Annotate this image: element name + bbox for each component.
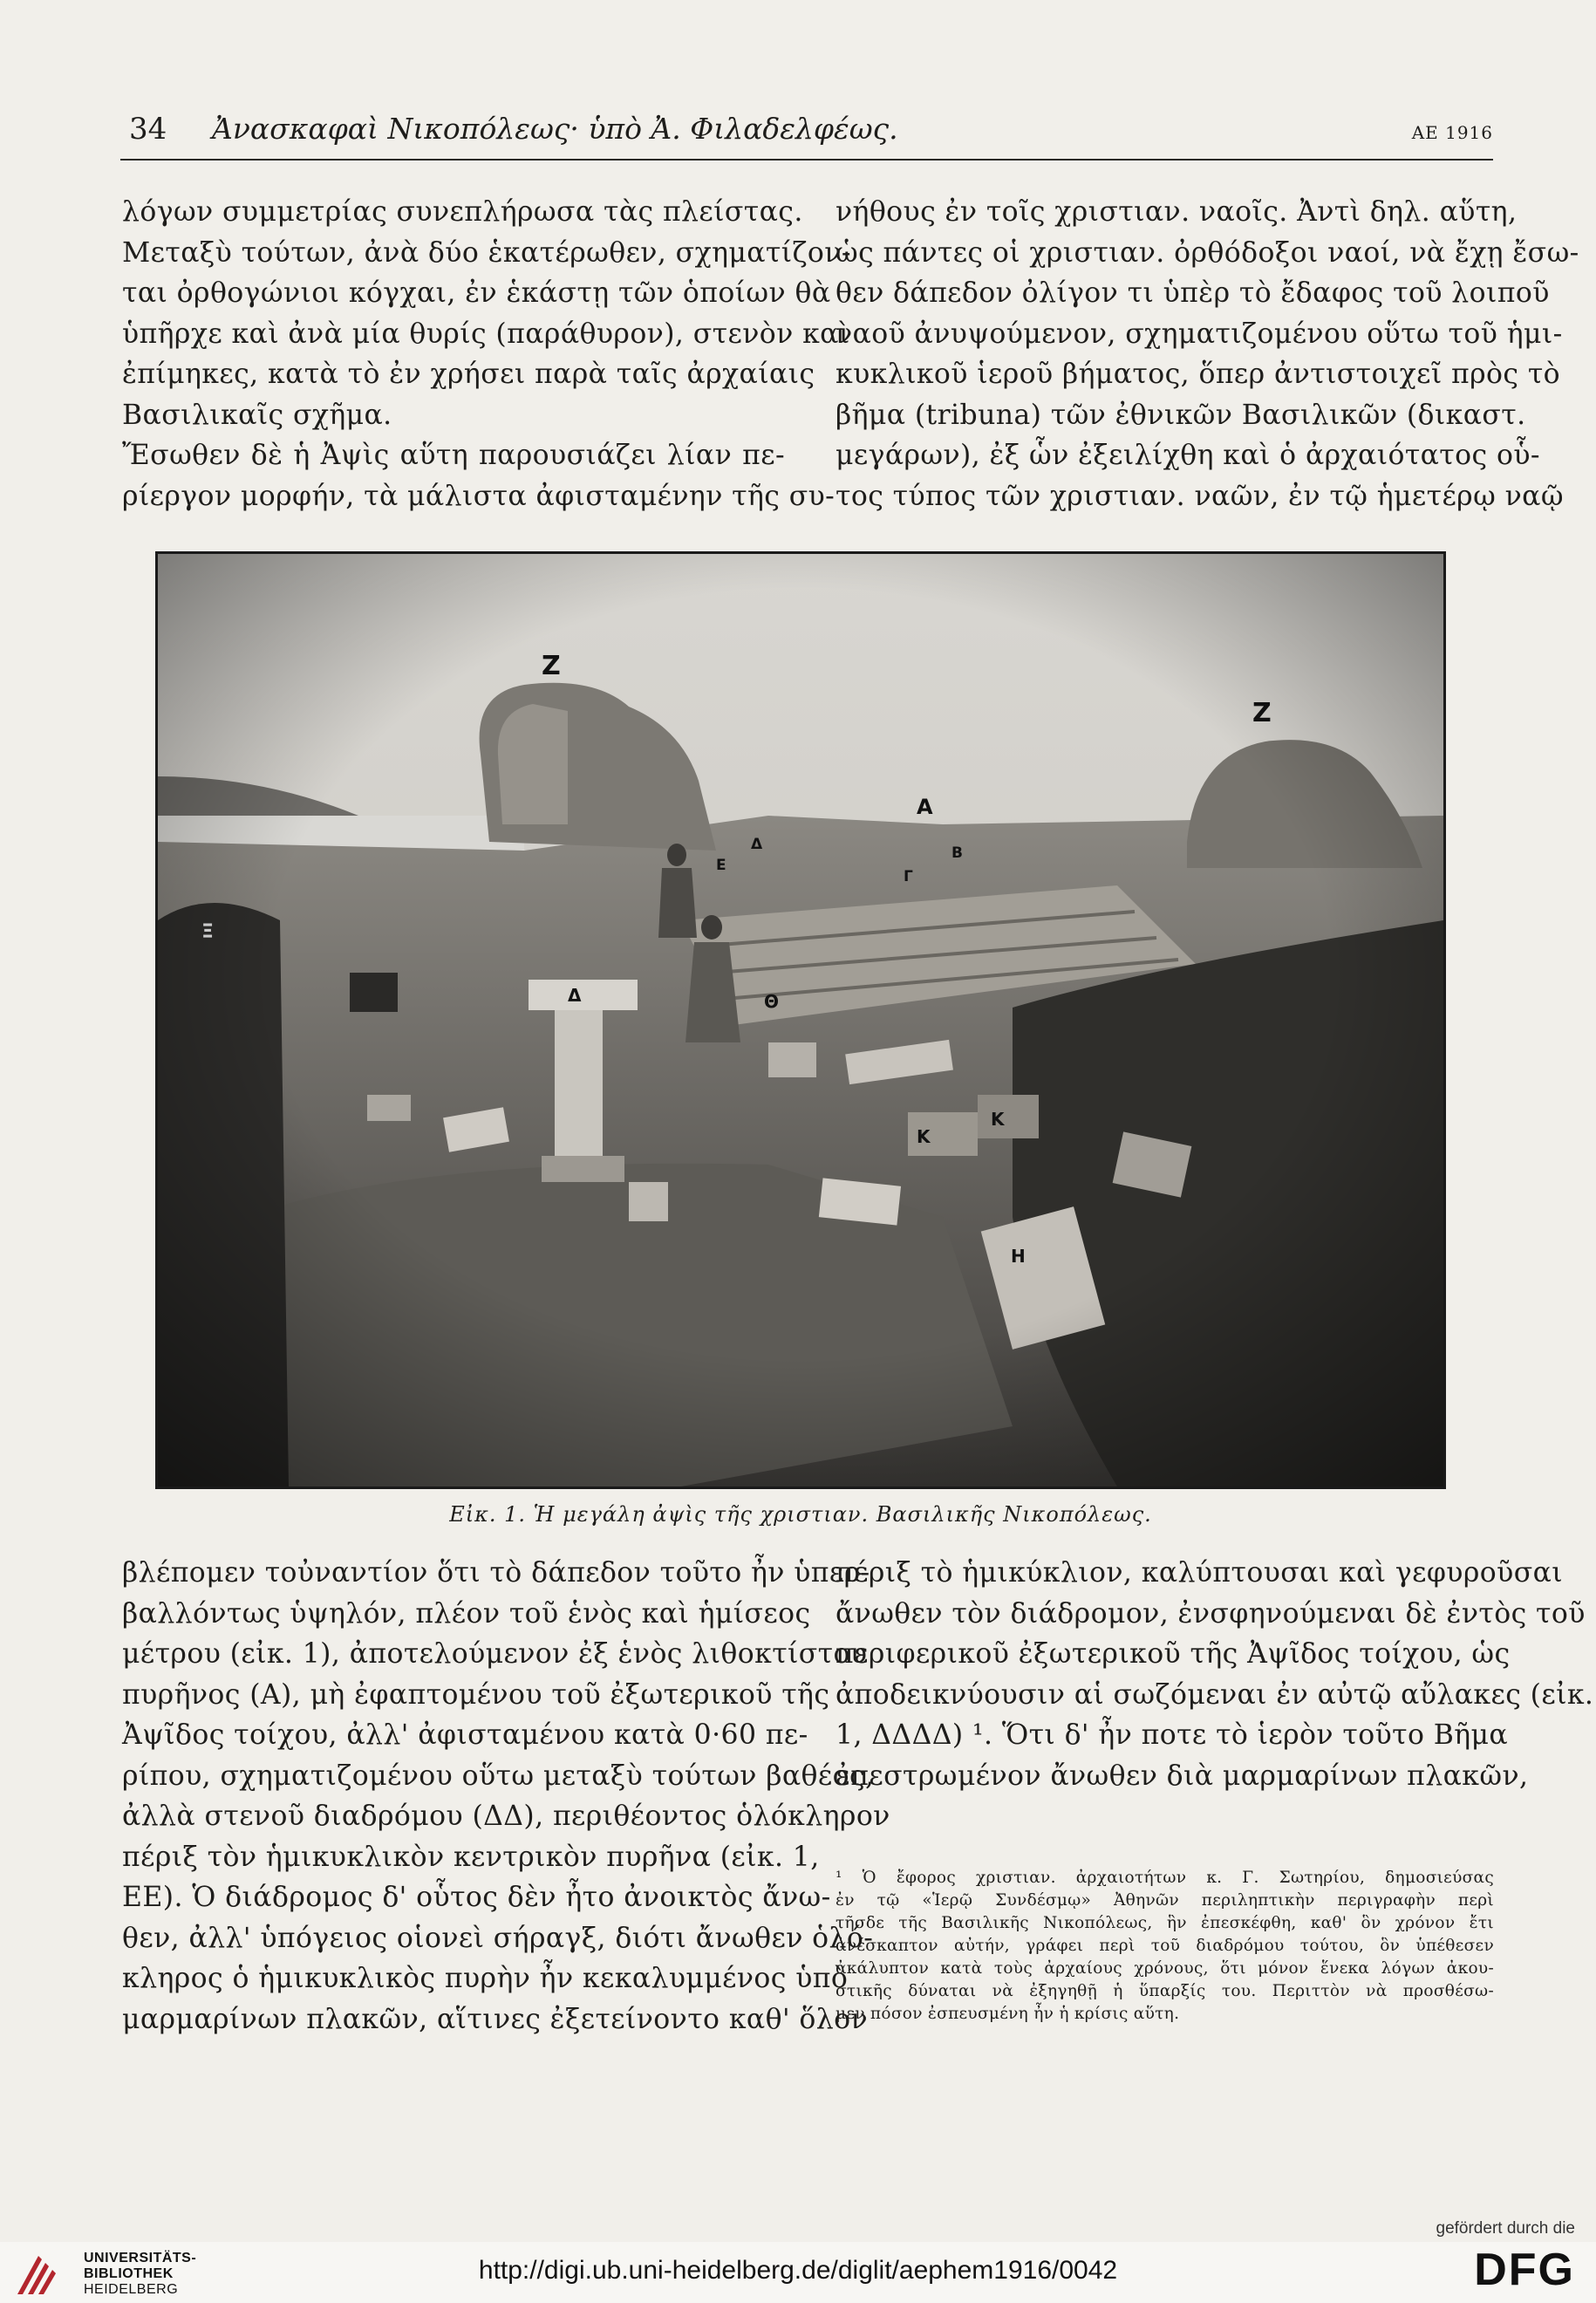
- text-line: βλέπομεν τοὐναντίον ὅτι τὸ δάπεδον τοῦτο ἦν ὑπερ-: [122, 1557, 870, 1589]
- text-line: ὡς πάντες οἱ χριστιαν. ὀρθόδοξοι ναοί, νὰ ἔχῃ ἔσω-: [836, 236, 1579, 269]
- text-line: ται ὀρθογώνιοι κόγχαι, ἐν ἑκάστῃ τῶν ὁποίων θὰ: [122, 277, 831, 309]
- page-number: 34: [129, 112, 167, 147]
- running-title: Ἀνασκαφαὶ Νικοπόλεως· ὑπὸ Ἀ. Φιλαδελφέως.: [212, 112, 898, 146]
- text-line: ἐπίμηκες, κατὰ τὸ ἐν χρήσει παρὰ ταῖς ἀρχαίαις: [122, 359, 815, 390]
- text-line: ἀλλὰ στενοῦ διαδρόμου (ΔΔ), περιθέοντος ὁλόκληρον: [122, 1801, 890, 1832]
- text-line: θεν, ἀλλ' ὑπόγειος οἱονεὶ σήραγξ, διότι ἄνωθεν ὁλό-: [122, 1922, 874, 1954]
- text-line: βῆμα (tribuna) τῶν ἐθνικῶν Βασιλικῶν (δικαστ.: [836, 399, 1526, 431]
- text-line: μέτρου (εἰκ. 1), ἀποτελούμενον ἐξ ἑνὸς λιθοκτίστου: [122, 1638, 868, 1670]
- text-line: Μεταξὺ τούτων, ἀνὰ δύο ἑκατέρωθεν, σχηματίζον-: [122, 236, 851, 269]
- issue-tag: ΑΕ 1916: [1411, 122, 1493, 143]
- text-line: μεγάρων), ἐξ ὧν ἐξειλίχθη καὶ ὁ ἀρχαιότατος οὗ-: [836, 440, 1540, 471]
- text-line: ἐπεστρωμένον ἄνωθεν διὰ μαρμαρίνων πλακῶν,: [836, 1760, 1529, 1792]
- text-line: ἀκάλυπτον κατὰ τοὺς ἀρχαίους χρόνους, ὅτι μόνον ἕνεκα λόγων ἀκου-: [836, 1959, 1494, 1978]
- dfg-logo: DFG: [1474, 2245, 1575, 2295]
- text-line: πέριξ τὸ ἡμικύκλιον, καλύπτουσαι καὶ γεφυροῦσαι: [836, 1557, 1564, 1589]
- text-line: ἐν τῷ «Ἱερῷ Συνδέσμῳ» Ἀθηνῶν περιληπτικὴν περιγραφὴν περὶ: [836, 1891, 1494, 1910]
- photo-illustration: [158, 554, 1443, 1486]
- text-line: πυρῆνος (Α), μὴ ἐφαπτομένου τοῦ ἐξωτερικοῦ τῆς: [122, 1678, 830, 1711]
- text-line: μαρμαρίνων πλακῶν, αἵτινες ἐξετείνοντο καθ' ὅλον: [122, 2003, 869, 2035]
- text-line: νήθους ἐν τοῖς χριστιαν. ναοῖς. Ἀντὶ δηλ. αὕτη,: [836, 196, 1518, 228]
- text-line: πέριξ τὸν ἡμικυκλικὸν κεντρικὸν πυρῆνα (εἰκ. 1,: [122, 1841, 820, 1873]
- text-line: κυκλικοῦ ἱεροῦ βήματος, ὅπερ ἀντιστοιχεῖ πρὸς τὸ: [836, 359, 1561, 390]
- running-header: [120, 112, 1493, 155]
- text-line: ἄνωθεν τὸν διάδρομον, ἐνσφηνούμεναι δὲ ἐντὸς τοῦ: [836, 1597, 1586, 1630]
- text-line: Ἔσωθεν δὲ ἡ Ἀψὶς αὕτη παρουσιάζει λίαν πε-: [122, 440, 785, 471]
- text-line: ναοῦ ἀνυψούμενον, σχηματιζομένου οὕτω τοῦ ἡμι-: [836, 318, 1563, 350]
- figure-caption: Εἰκ. 1. Ἡ μεγάλη ἀψὶς τῆς χριστιαν. Βασιλικῆς Νικοπόλεως.: [449, 1502, 1152, 1527]
- text-line: λόγων συμμετρίας συνεπλήρωσα τὰς πλείστας.: [122, 196, 803, 228]
- text-line: στικῆς δύναται νὰ ἐξηγηθῇ ἡ ὕπαρξίς του. Περιττὸν νὰ προσθέσω-: [836, 1982, 1494, 2000]
- source-url-link[interactable]: http://digi.ub.uni-heidelberg.de/diglit/aephem1916/0042: [478, 2256, 1118, 2285]
- text-line: βαλλόντως ὑψηλόν, πλέον τοῦ ἑνὸς καὶ ἡμίσεος: [122, 1597, 811, 1630]
- footnote: [836, 1867, 1494, 2026]
- text-line: ρίεργον μορφήν, τὰ μάλιστα ἀφισταμένην τῆς συ-: [122, 480, 836, 512]
- text-line: τος τύπος τῶν χριστιαν. ναῶν, ἐν τῷ ἡμετέρῳ ναῷ: [836, 480, 1564, 512]
- text-line: μεν πόσον ἐσπευσμένη ἦν ἡ κρίσις αὕτη.: [836, 2005, 1180, 2023]
- text-line: θεν δάπεδον ὀλίγον τι ὑπὲρ τὸ ἔδαφος τοῦ λοιποῦ: [836, 277, 1550, 309]
- text-line: ρίπου, σχηματιζομένου οὕτω μεταξὺ τούτων βαθέος,: [122, 1760, 875, 1792]
- text-line: ΕΕ). Ὁ διάδρομος δ' οὗτος δὲν ἦτο ἀνοικτὸς ἄνω-: [122, 1882, 831, 1913]
- text-line: ὑπῆρχε καὶ ἀνὰ μία θυρίς (παράθυρον), στενὸν καὶ: [122, 318, 850, 350]
- text-line: 1, ΔΔΔΔ) ¹. Ὅτι δ' ἦν ποτε τὸ ἱερὸν τοῦτο Βῆμα: [836, 1719, 1509, 1751]
- funding-note: gefördert durch die: [1436, 2219, 1575, 2238]
- text-line: περιφερικοῦ ἐξωτερικοῦ τῆς Ἀψῖδος τοίχου, ὡς: [836, 1638, 1511, 1670]
- text-column-bottom-left: [122, 1553, 890, 2040]
- text-column-top-right: [836, 192, 1579, 516]
- text-column-top-left: [122, 192, 851, 516]
- text-line: τῆσδε τῆς Βασιλικῆς Νικοπόλεως, ἣν ἐπεσκέφθη, καθ' ὃν χρόνον ἔτι: [836, 1914, 1494, 1932]
- text-line: κληρος ὁ ἡμικυκλικὸς πυρὴν ἦν κεκαλυμμένος ὑπὸ: [122, 1963, 849, 1994]
- text-line: Βασιλικαῖς σχῆμα.: [122, 399, 392, 431]
- header-rule: [120, 159, 1493, 161]
- library-name: UNIVERSITÄTS- BIBLIOTHEK HEIDELBERG: [84, 2251, 197, 2297]
- text-line: ἀνέσκαπτον αὐτήν, γράφει περὶ τοῦ διαδρόμου τούτου, ὃν ὑπέθεσεν: [836, 1937, 1494, 1955]
- text-line: ἀποδεικνύουσιν αἱ σωζόμεναι ἐν αὐτῷ αὔλακες (εἰκ.: [836, 1678, 1594, 1711]
- excavation-photograph: [155, 551, 1446, 1489]
- text-column-bottom-right: [836, 1553, 1594, 1796]
- digitization-footer: [0, 2219, 1596, 2303]
- text-line: Ἀψῖδος τοίχου, ἀλλ' ἀφισταμένου κατὰ 0·60 πε-: [122, 1719, 808, 1751]
- text-line: ¹ Ὁ ἔφορος χριστιαν. ἀρχαιοτήτων κ. Γ. Σωτηρίου, δημοσιεύσας: [836, 1869, 1494, 1887]
